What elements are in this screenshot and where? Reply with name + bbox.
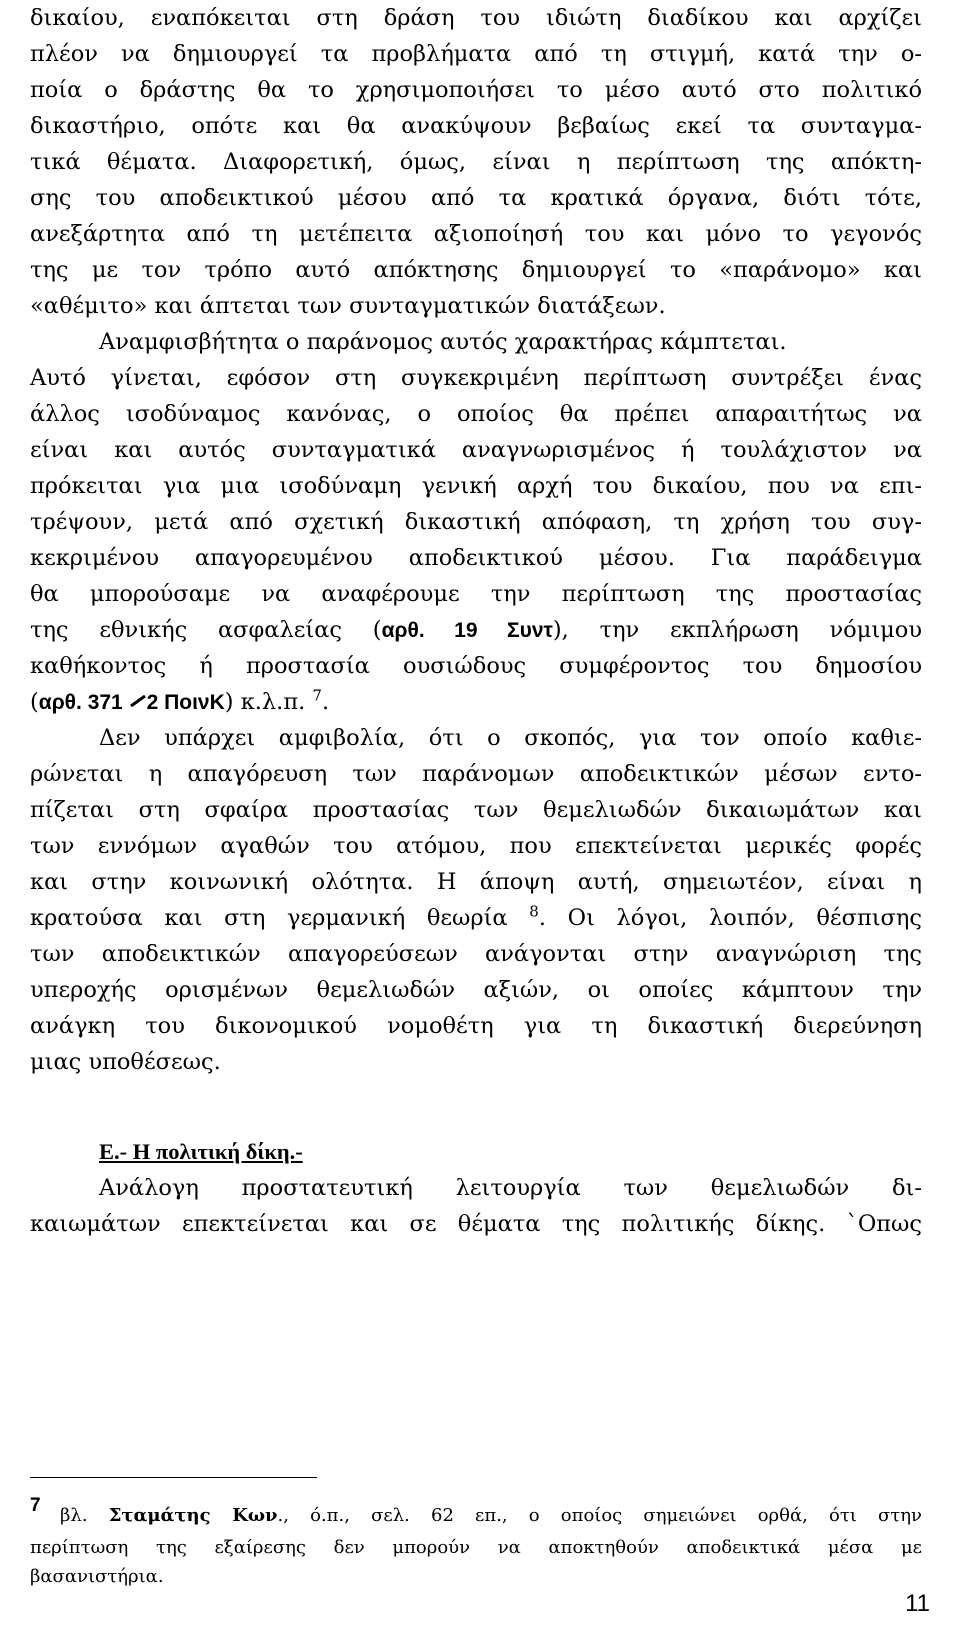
text-line: ανεξάρτητα από τη μετέπειτα αξιοποίησή του και μόνο το γεγονός	[30, 221, 922, 247]
text-run: κρατούσα και στη γερμανική θεωρία	[30, 905, 530, 931]
text-line: πρόκειται για μια ισοδύναμη γενική αρχή του δικαίου, που να επι-	[30, 473, 922, 499]
text-line: σης του αποδεικτικού μέσου από τα κρατικά όργανα, διότι τότε,	[30, 185, 922, 211]
text-line: άλλος ισοδύναμος κανόνας, ο οποίος θα πρέπει απαραιτήτως να	[30, 401, 922, 427]
text-line: πλέον να δημιουργεί τα προβλήματα από τη στιγμή, κατά την ο-	[30, 41, 922, 67]
text-line: είναι και αυτός συνταγματικά αναγνωρισμένος ή τουλάχιστον να	[30, 437, 922, 463]
section-heading	[99, 1134, 922, 1170]
text-line: της με τον τρόπο αυτό απόκτησης δημιουργεί το «παράνομο» και	[30, 257, 922, 283]
text-line: δικαίου, εναπόκειται στη δράση του ιδιώτη διαδίκου και αρχίζει	[30, 5, 922, 31]
text-line	[30, 684, 922, 721]
footnote-line: βασανιστήρια.	[30, 1566, 164, 1587]
text-line: μιας υποθέσεως.	[30, 1049, 221, 1075]
text-line: δικαστήριο, οπότε και θα ανακύψουν βεβαίως εκεί τα συνταγμα-	[30, 113, 922, 139]
text-line: καιωμάτων επεκτείνεται και σε θέματα της πολιτικής δίκης. `Οπως	[30, 1211, 922, 1237]
footnote-line	[60, 1500, 922, 1532]
section-sign-icon	[129, 689, 147, 715]
text-run: .	[321, 689, 330, 715]
text-line: τικά θέματα. Διαφορετική, όμως, είναι η περίπτωση της απόκτη-	[30, 149, 922, 175]
law-reference: 2 ΠοινΚ	[146, 691, 225, 714]
text-line: κεκριμένου απαγορευμένου αποδεικτικού μέσου. Για παράδειγμα	[30, 545, 922, 571]
page-number: 11	[905, 1590, 930, 1617]
footnote-ref[interactable]: 7	[312, 686, 322, 705]
text-line: των αποδεικτικών απαγορεύσεων ανάγονται στην αναγνώριση της	[30, 941, 922, 967]
text-line: καθήκοντος ή προστασία ουσιώδους συμφέροντος του δημοσίου	[30, 653, 922, 679]
author-name: Σταμάτης Κων	[108, 1505, 278, 1526]
text-run: ) κ.λ.π.	[224, 689, 313, 715]
law-reference: αρθ. 19 Συντ	[381, 619, 553, 642]
footnote-divider	[30, 1477, 317, 1478]
text-line: «αθέμιτο» και άπτεται των συνταγματικών διατάξεων.	[30, 293, 666, 319]
text-run: ., ό.π., σελ. 62 επ., ο οποίος σημειώνει ορθά, ότι στην	[277, 1505, 922, 1526]
text-line: ρώνεται η απαγόρευση των παράνομων αποδεικτικών μέσων εντο-	[30, 761, 922, 787]
text-run: βλ.	[60, 1505, 109, 1526]
text-line: ανάγκη του δικονομικού νομοθέτη για τη δικαστική διερεύνηση	[30, 1013, 922, 1039]
text-line: τρέψουν, μετά από σχετική δικαστική απόφαση, τη χρήση του συγ-	[30, 509, 922, 535]
text-run: της εθνικής ασφαλείας (	[30, 617, 382, 643]
text-line: Δεν υπάρχει αμφιβολία, ότι ο σκοπός, για τον οποίο καθιε-	[99, 725, 922, 751]
text-line: υπεροχής ορισμένων θεμελιωδών αξιών, οι οποίες κάμπτουν την	[30, 977, 922, 1003]
text-line: θα μπορούσαμε να αναφέρουμε την περίπτωση της προστασίας	[30, 581, 922, 607]
footnote-ref[interactable]: 8	[529, 902, 539, 921]
law-reference: αρθ. 371	[38, 691, 129, 714]
section-heading-text: Ε.- Η πολιτική δίκη.-	[99, 1139, 303, 1164]
text-line: ποία ο δράστης θα το χρησιμοποιήσει το μέσο αυτό στο πολιτικό	[30, 77, 922, 103]
text-line: Αυτό γίνεται, εφόσον στη συγκεκριμένη περίπτωση συντρέξει ένας	[30, 365, 922, 391]
text-line: Ανάλογη προστατευτική λειτουργία των θεμελιωδών δι-	[99, 1175, 922, 1201]
footnote-number: 7	[30, 1495, 41, 1516]
text-line: Αναμφισβήτητα ο παράνομος αυτός χαρακτήρας κάμπτεται.	[99, 329, 787, 355]
footnote-line: περίπτωση της εξαίρεσης δεν μπορούν να αποκτηθούν αποδεικτικά μέσα με	[30, 1537, 922, 1558]
text-line: πίζεται στη σφαίρα προστασίας των θεμελιωδών δικαιωμάτων και	[30, 797, 922, 823]
text-line	[30, 900, 922, 936]
text-line: των εννόμων αγαθών του ατόμου, που επεκτείνεται μερικές φορές	[30, 833, 922, 859]
text-line	[30, 612, 922, 649]
text-run: . Οι λόγοι, λοιπόν, θέσπισης	[538, 905, 922, 931]
text-line: και στην κοινωνική ολότητα. Η άποψη αυτή, σημειωτέον, είναι η	[30, 869, 922, 895]
text-run: ), την εκπλήρωση νόμιμου	[552, 617, 922, 643]
text-run: (	[30, 689, 39, 715]
